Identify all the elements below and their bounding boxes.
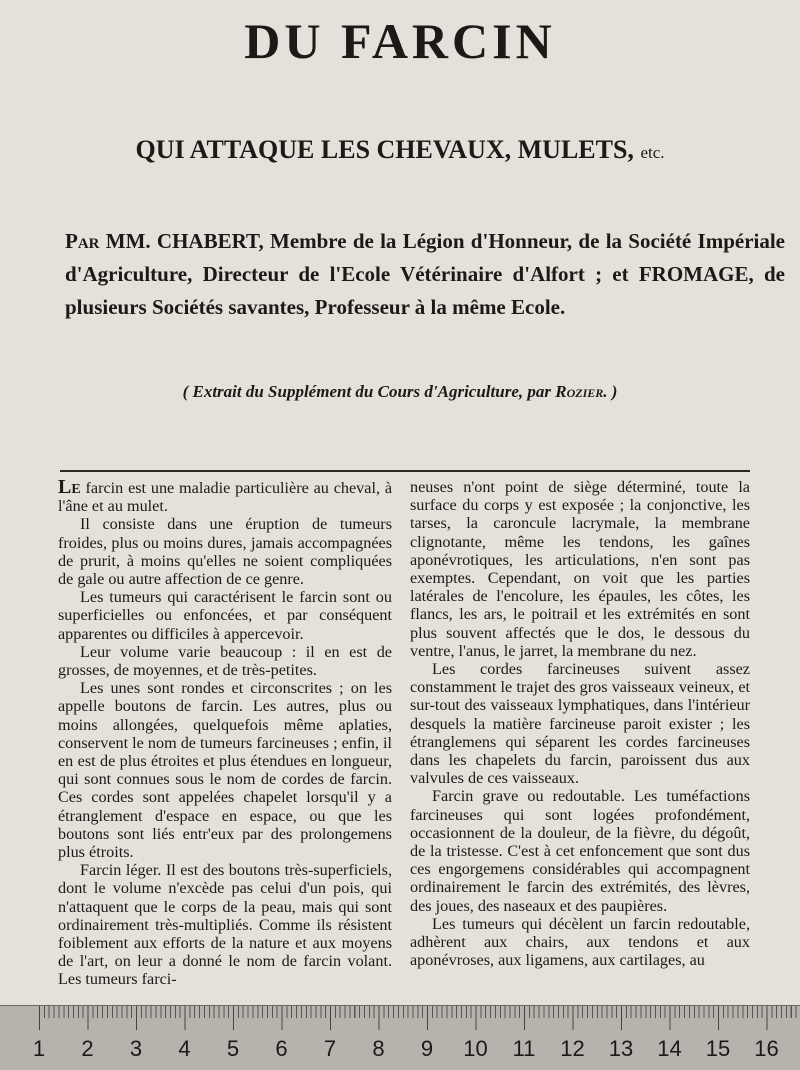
ruler-number: 11 <box>512 1036 536 1061</box>
right-column <box>410 478 750 969</box>
paragraph: Les unes sont rondes et circonscrites ; on les appelle boutons de farcin. Les autres, plus ou moins allongées, quelquefois même aplaties, conservent le nom de tumeurs farcineuses ; enfin, il en est de plus étroites et plus étendues en longueur, qui sont connues sous le nom de cordes de farcin. Ces cordes sont appelées chapelet lorsqu'il y a étranglement d'espace en espace, ou que les boutons sont liés entr'eux par des prolongemens plus étroits. <box>58 679 392 862</box>
ruler-number: 14 <box>657 1036 682 1061</box>
ruler-number: 9 <box>420 1036 434 1061</box>
extract-close: ) <box>611 382 618 401</box>
measuring-ruler <box>0 1005 800 1070</box>
page-subtitle <box>0 135 800 165</box>
paragraph: Les cordes farcineuses suivent assez constamment le trajet des gros vaisseaux veineux, et sur-tout des vaisseaux lymphatiques, dans l'intérieur desquels la matière farcineuse paroit exister ; les étranglemens qui séparent les cordes farcineuses dans les chapelets du farcin, paroissent dus aux valvules de ces vaisseaux. <box>410 660 750 788</box>
authors-par: Par <box>65 229 100 253</box>
authors-line <box>65 225 785 324</box>
subtitle-main: QUI ATTAQUE LES CHEVAUX, MULETS, <box>135 135 634 164</box>
paragraph: Les tumeurs qui décèlent un farcin redoutable, adhèrent aux chairs, aux tendons et aux aponévroses, aux ligamens, aux cartilages, au <box>410 914 750 970</box>
paragraph: Il consiste dans une éruption de tumeurs froides, plus ou moins dures, jamais accompagnées de prurit, à moins qu'elles ne soient compliquées de gale ou autre affection de ce genre. <box>58 515 392 589</box>
ruler-number: 4 <box>178 1036 191 1061</box>
ruler-number: 6 <box>275 1036 288 1061</box>
ruler-number: 10 <box>463 1036 488 1061</box>
ruler-number: 7 <box>323 1036 337 1061</box>
ruler-number: 5 <box>226 1036 240 1061</box>
paragraph: Leur volume varie beaucoup : il en est de grosses, de moyennes, et de très-petites. <box>58 642 392 680</box>
paragraph-text: farcin est une maladie particulière au cheval, à l'âne et au mulet. <box>58 479 393 516</box>
left-column <box>58 478 392 989</box>
ruler-number: 16 <box>754 1036 779 1061</box>
authors-text: MM. CHABERT, Membre de la Légion d'Honneur, de la Société Impériale d'Agriculture, Directeur de l'Ecole Vétérinaire d'Alfort ; et FROMAGE, de plusieurs Sociétés savantes, Professeur à la même Ecole. <box>65 229 785 319</box>
page-title: DU FARCIN <box>244 13 556 69</box>
ruler-number: 3 <box>129 1036 143 1061</box>
section-rule <box>60 470 750 472</box>
paragraph <box>58 478 392 515</box>
ruler-number: 8 <box>372 1036 385 1061</box>
ruler-number: 1 <box>32 1036 46 1061</box>
dropcap: Le <box>58 476 81 498</box>
extract-open: ( Extrait du Supplément du Cours d'Agriculture, par <box>182 382 551 401</box>
paragraph: Farcin grave ou redoutable. Les tuméfactions farcineuses qui sont logées profondément, occasionnent de la douleur, de la fièvre, du dégoût, de la tristesse. C'est à cet enfoncement que sont dus ces engorgemens considérables qui accompagnent ordinairement le farcin des extrémités, des lèvres, des joues, des naseaux et des paupières. <box>410 787 750 915</box>
ruler-ticks <box>0 1006 800 1030</box>
paragraph: neuses n'ont point de siège déterminé, toute la surface du corps y est exposée ; la conjonctive, les tarses, la caroncule lacrymale, la membrane clignotante, même les tendons, les gaînes aponévrotiques, les articulations, n'en sont pas exemptes. Cependant, on voit que les parties latérales de l'encolure, les épaules, les côtes, les flancs, les ars, le poitrail et les extrémités en sont plus souvent affectés que le dos, le dessous du ventre, l'anus, le jarret, la membrane du nez. <box>410 478 750 660</box>
ruler-number: 2 <box>81 1036 94 1061</box>
ruler-number: 12 <box>560 1036 585 1061</box>
paragraph: Les tumeurs qui caractérisent le farcin sont ou superficielles ou enfoncées, et par conséquent apparentes ou difficiles à appercevoir. <box>58 588 392 643</box>
extract-note <box>0 382 800 402</box>
subtitle-etc: etc. <box>640 143 665 162</box>
paragraph: Farcin léger. Il est des boutons très-superficiels, dont le volume n'excède pas celui d'un pois, qui n'attaquent que le corps de la peau, mais qui sont ordinairement très-multipliés. Comme ils résistent foiblement aux efforts de la nature et aux moyens de l'art, on leur a donné le nom de farcin volant. Les tumeurs farci- <box>58 861 392 989</box>
ruler-number: 13 <box>608 1036 634 1061</box>
extract-author: Rozier. <box>555 382 608 401</box>
ruler-number: 15 <box>705 1036 731 1061</box>
